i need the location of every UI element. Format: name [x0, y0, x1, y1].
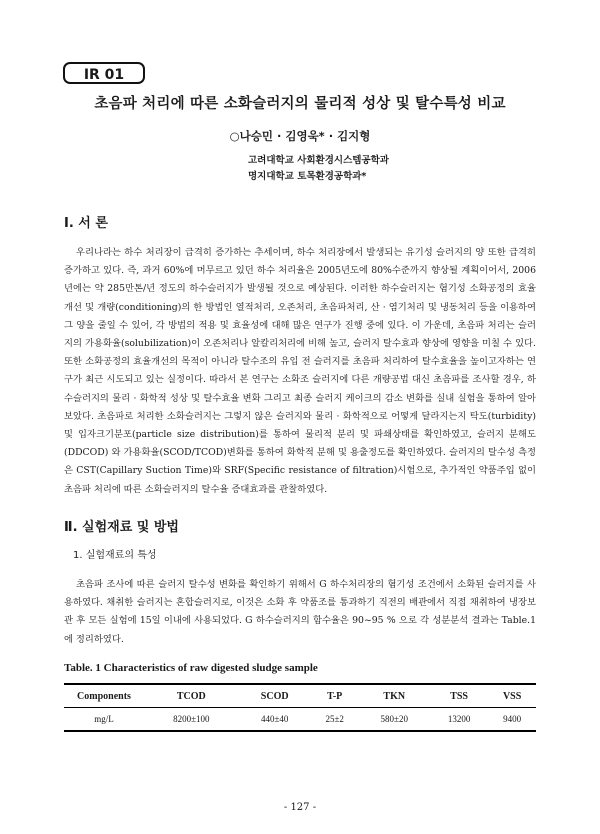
paper-title: 초음파 처리에 따른 소화슬러지의 물리적 성상 및 탈수특성 비교 — [94, 96, 506, 112]
introduction-paragraph — [64, 244, 536, 499]
affiliation-1: 고려대학교 사회환경시스템공학과 — [248, 155, 389, 166]
table-cell: 13200 — [430, 708, 488, 732]
table-cell: mg/L — [64, 708, 144, 732]
section-heading-introduction: Ⅰ. 서 론 — [64, 216, 108, 231]
table-header-cell: TKN — [359, 684, 430, 708]
table-header-cell: SCOD — [239, 684, 311, 708]
paper-code-badge: IR 01 — [63, 62, 145, 84]
author-list: ○나승민 · 김영욱* · 김지형 — [229, 129, 371, 143]
table-cell: 8200±100 — [144, 708, 239, 732]
table-row — [64, 708, 536, 732]
table-caption: Table. 1 Characteristics of raw digested sludge sample — [64, 662, 318, 674]
table-header-row — [64, 684, 536, 708]
introduction-text: 우리나라는 하수 처리장이 급격히 증가하는 추세이며, 하수 처리장에서 발생되는 유기성 슬러지의 양 또한 급격히 증가하고 있다. 즉, 과거 60%에 머무르고 있던 하수 처리율은 2005년도에 80%수준까지 향상될 계획이어서, 2006년에는 약 285만톤/년 정도의 하수슬러지가 발생될 것으로 예상된다. 이러한 하수슬러지는 혐기성 소화공정의 효율개선 및 개량(conditioning)의 한 방법인 열적처리, 오존처리, 초음파처리, 산 · 염기처리 및 냉동처리 등을 이용하여 그 양을 줄일 수 있어, 각 방법의 적용 및 효율성에 대해 많은 연구가 진행 중에 있다. 이 가운데, 초음파 처리는 슬러지의 가용화율(solubilization)이 오존처리나 알칼리처리에 비해 높고, 슬러지 탈수효과 향상에 영향을 미칠 수 있다. 또한 소화공정의 효율개선의 목적이 아니라 탈수조의 유입 전 슬러지를 초음파 처리하여 탈수효율을 높이고자하는 연구가 최근 시도되고 있는 실정이다. 따라서 본 연구는 소화조 슬러지에 다른 개량공법 대신 초음파를 조사할 경우, 하수슬러지의 물리 · 화학적 성상 및 탈수효율 변화 그리고 최종 슬러지 케이크의 감소 변화를 실내 실험을 통하여 알아보았다. 초음파로 처리한 소화슬러지는 그렇지 않은 슬러지와 물리 · 화학적으로 어떻게 달라지는지 탁도(turbidity) 및 입자크기분포(particle size distribution)를 통하여 물리적 분리 및 파쇄상태를 확인하였고, 슬러지 분해도(DDCOD) 와 가용화율(SCOD/TCOD)변화를 통하여 화학적 분해 및 용출정도를 확인하였다. 슬러지의 탈수성 측정은 CST(Capillary Suction Time)와 SRF(Specific resistance of filtration)시험으로, 추가적인 약품주입 없이 초음파 처리에 따른 소화슬러지의 탈수율 증대효과를 관찰하였다. — [64, 247, 536, 495]
table-cell: 9400 — [488, 708, 536, 732]
table-header-cell: VSS — [488, 684, 536, 708]
table-header-cell: Components — [64, 684, 144, 708]
affiliation-2: 명지대학교 토목환경공학과* — [248, 171, 367, 182]
materials-text: 초음파 조사에 따른 슬러지 탈수성 변화를 확인하기 위해서 G 하수처리장의 혐기성 조건에서 소화된 슬러지를 사용하였다. 채취한 슬러지는 혼합슬러지로, 이것은 소화 후 약품조를 통과하기 직전의 배관에서 직접 채취하여 냉장보관 후 모든 실험에 15일 이내에 사용되었다. G 하수슬러지의 함수율은 90~95 % 으로 각 성분분석 결과는 Table.1에 정리하였다. — [64, 579, 536, 645]
table-header-cell: TCOD — [144, 684, 239, 708]
materials-paragraph — [64, 576, 536, 649]
section-heading-methods: Ⅱ. 실험재료 및 방법 — [64, 520, 179, 535]
page-number: - 127 - — [283, 802, 317, 813]
table-cell: 580±20 — [359, 708, 430, 732]
table-cell: 440±40 — [239, 708, 311, 732]
subsection-heading-materials: 1. 실험재료의 특성 — [73, 550, 157, 561]
characteristics-table — [64, 683, 536, 732]
table-header-cell: T-P — [311, 684, 359, 708]
table-header-cell: TSS — [430, 684, 488, 708]
table-cell: 25±2 — [311, 708, 359, 732]
